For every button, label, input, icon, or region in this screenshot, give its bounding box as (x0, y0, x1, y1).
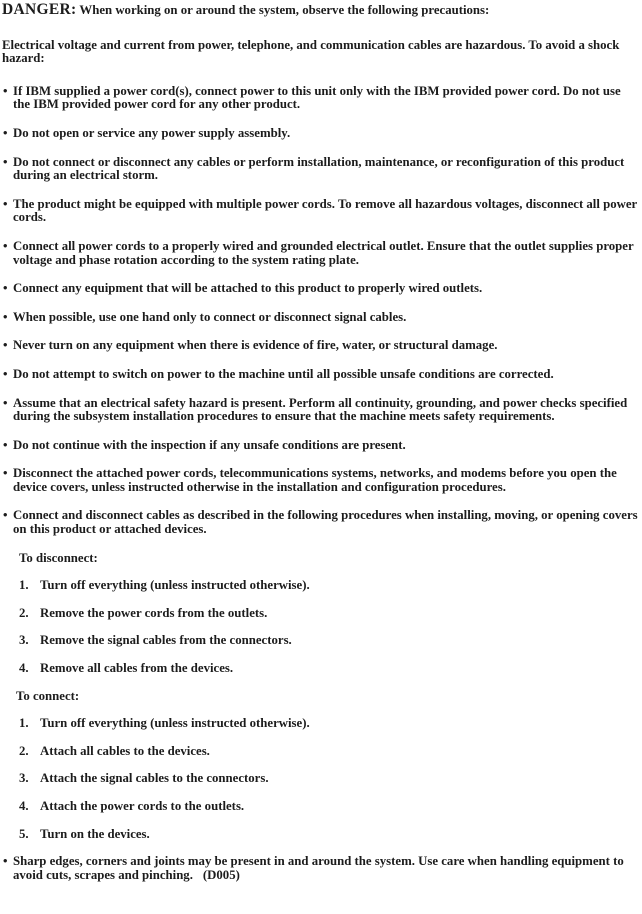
bullet-marker: • (3, 437, 8, 452)
step-text: Turn off everything (unless instructed otherwise). (40, 578, 310, 593)
bullet-text: The product might be equipped with multiple power cords. To remove all hazardous voltages, disconnect all power cords. (13, 196, 638, 225)
step-text: Turn off everything (unless instructed otherwise). (40, 716, 310, 731)
bullet-item (2, 127, 640, 141)
step-text: Attach the power cords to the outlets. (40, 799, 245, 813)
bullet-marker: • (3, 309, 8, 324)
danger-heading-text: When working on or around the system, observe the following precautions: (79, 3, 490, 17)
bullet-item (2, 397, 640, 424)
connect-title: To connect: (16, 688, 80, 703)
step-text: Turn on the devices. (40, 826, 150, 841)
bullet-item (2, 339, 640, 353)
bullet-item (2, 198, 640, 225)
disconnect-step (19, 662, 640, 676)
bullet-text: Do not continue with the inspection if any unsafe conditions are present. (13, 437, 406, 452)
step-text: Remove all cables from the devices. (40, 661, 234, 676)
bullet-marker: • (3, 366, 8, 381)
bullet-text: Do not connect or disconnect any cables or perform installation, maintenance, or reconfiguration of this product during an electrical storm. (13, 154, 625, 183)
danger-heading (2, 3, 640, 18)
bullet-item (2, 156, 640, 183)
bullet-marker: • (3, 508, 8, 523)
bullet-marker: • (3, 854, 8, 869)
step-number: 4. (19, 661, 29, 676)
disconnect-title: To disconnect: (19, 550, 98, 565)
bullet-text: Connect any equipment that will be attached to this product to properly wired outlets. (13, 281, 483, 296)
bullet-text: Never turn on any equipment when there is evidence of fire, water, or structural damage. (13, 338, 498, 353)
connect-step (19, 745, 640, 759)
bullet-text: When possible, use one hand only to connect or disconnect signal cables. (13, 309, 407, 324)
bullet-item (2, 368, 640, 382)
bullet-item-final (2, 855, 640, 882)
bullet-marker: • (3, 395, 8, 410)
bullet-item (2, 282, 640, 296)
step-number: 1. (19, 716, 29, 731)
disconnect-step (19, 579, 640, 593)
bullet-text: Assume that an electrical safety hazard is present. Perform all continuity, grounding, and power checks specified during the subsystem installation procedures to ensure that the machine meets safety requirements. (13, 395, 628, 424)
bullet-marker: • (3, 281, 8, 296)
bullet-marker: • (3, 238, 8, 253)
bullet-marker: • (3, 154, 8, 169)
intro-paragraph: Electrical voltage and current from power, telephone, and communication cables are hazardous. To avoid a shock hazard: (2, 37, 620, 66)
bullet-marker: • (3, 83, 8, 98)
bullet-item (2, 439, 640, 453)
step-text: Remove the power cords from the outlets. (40, 605, 268, 620)
step-number: 3. (19, 771, 29, 786)
disconnect-step (19, 634, 640, 648)
bullet-marker: • (3, 338, 8, 353)
step-number: 2. (19, 605, 29, 620)
bullet-text: Do not attempt to switch on power to the machine until all possible unsafe conditions are corrected. (13, 366, 554, 381)
step-number: 4. (19, 799, 29, 813)
step-text: Remove the signal cables from the connectors. (40, 633, 292, 648)
disconnect-step (19, 607, 640, 621)
step-number: 2. (19, 743, 29, 758)
bullet-text: Do not open or service any power supply assembly. (13, 125, 291, 140)
bullet-item (2, 311, 640, 325)
doc-code: (D005) (202, 867, 240, 882)
bullet-item (2, 467, 640, 494)
bullet-item (2, 85, 640, 112)
connect-step (19, 800, 640, 814)
step-text: Attach the signal cables to the connectors. (40, 771, 269, 786)
bullet-item (2, 240, 640, 267)
bullet-text: Disconnect the attached power cords, telecommunications systems, networks, and modems before you open the device covers, unless instructed otherwise in the installation and configuration procedures. (13, 466, 617, 494)
bullet-text: Connect and disconnect cables as described in the following procedures when installing, moving, or opening covers on this product or attached devices. (13, 508, 638, 537)
bullet-item (2, 509, 640, 536)
bullet-text: If IBM supplied a power cord(s), connect power to this unit only with the IBM provided power cord. Do not use the IBM provided power cord for any other product. (13, 83, 621, 112)
step-number: 1. (19, 578, 29, 593)
step-number: 3. (19, 633, 29, 648)
bullet-marker: • (3, 125, 8, 140)
bullet-text: Connect all power cords to a properly wired and grounded electrical outlet. Ensure that the outlet supplies proper voltage and phase rotation according to the system rating plate. (13, 238, 634, 267)
bullet-marker: • (3, 196, 8, 211)
bullet-marker: • (3, 466, 8, 481)
danger-label: DANGER: (2, 1, 77, 18)
step-text: Attach all cables to the devices. (40, 743, 210, 758)
connect-step (19, 772, 640, 786)
connect-step (19, 717, 640, 731)
step-number: 5. (19, 826, 29, 841)
connect-step (19, 828, 640, 842)
bullet-text: Sharp edges, corners and joints may be present in and around the system. Use care when handling equipment to avoid cuts, scrapes and pinching. (13, 854, 624, 882)
